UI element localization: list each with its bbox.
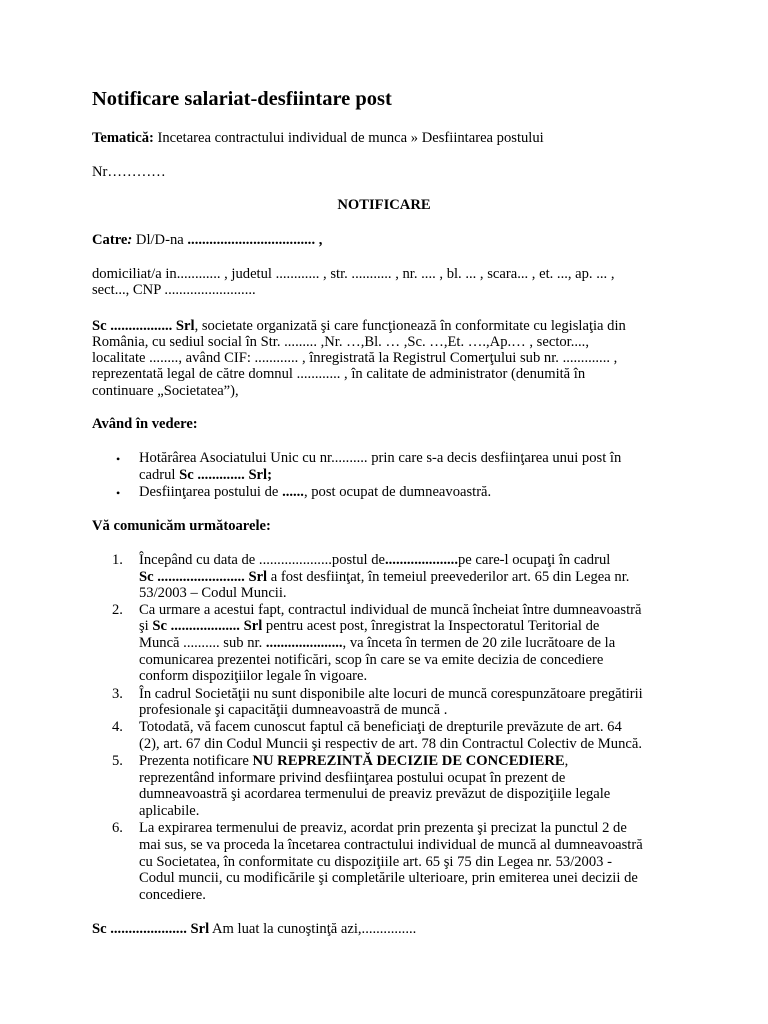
company-name-blank: Sc ................. Srl bbox=[92, 318, 195, 334]
company-line-1 bbox=[92, 318, 626, 334]
item-5-prefix: Prezenta notificare bbox=[139, 753, 253, 769]
item-3-number: 3. bbox=[112, 686, 123, 702]
tematica-text: Incetarea contractului individual de munca » Desfiintarea postului bbox=[153, 130, 544, 146]
item-2-line-2-text: pentru acest post, înregistrat la Inspectoratul Teritorial de bbox=[262, 618, 600, 634]
recipient-title: Dl/D-na bbox=[132, 232, 188, 248]
item-2-line-5: conform dispoziţiilor legale în vigoare. bbox=[139, 668, 368, 684]
bullet-2-prefix: Desfiinţarea postului de bbox=[139, 484, 283, 500]
item-4-line-1: Totodată, vă facem cunoscut faptul că beneficiaţi de drepturile prevăzute de art. 64 bbox=[139, 719, 622, 735]
bullet-1-line-2 bbox=[139, 467, 272, 483]
document-number: Nr………… bbox=[92, 164, 166, 180]
item-5-comma: , bbox=[564, 753, 569, 769]
item-1-line-2-text: a fost desfiinţat, în temeiul preevederilor art. 65 din Legea nr. bbox=[267, 569, 630, 585]
item-6-line-4: Codul muncii, cu modificările şi completările ulterioare, prin emiterea unei decizii de bbox=[139, 870, 638, 886]
acknowledgement-company-blank: Sc ..................... Srl bbox=[92, 921, 210, 937]
bullet-1-company-blank: Sc ............. Srl; bbox=[179, 467, 272, 483]
domicile-line-2: sect..., CNP ......................... bbox=[92, 282, 256, 298]
domicile-line-1: domiciliat/a in............ , judetul ............ , str. ........... , nr. .... , bl. ... , scara... , et. ..., ap. ... , bbox=[92, 266, 615, 282]
bullet-1-dot: • bbox=[116, 452, 121, 466]
item-2-line-3 bbox=[139, 635, 615, 651]
bullet-2-post-blank: ...... bbox=[282, 484, 304, 500]
item-5-line-4: aplicabile. bbox=[139, 803, 200, 819]
item-1-line-3: 53/2003 – Codul Muncii. bbox=[139, 585, 287, 601]
bullet-2-suffix: , post ocupat de dumneavoastră. bbox=[303, 484, 492, 500]
document-title: Notificare salariat-desfiintare post bbox=[92, 88, 392, 110]
item-4-number: 4. bbox=[112, 719, 123, 735]
item-2-line-4: comunicarea prezentei notificări, scop în care se va emite decizia de concediere bbox=[139, 652, 604, 668]
item-2-number-blank: ..................... bbox=[265, 635, 343, 651]
item-3-line-1: În cadrul Societăţii nu sunt disponibile alte locuri de muncă corespunzătoare pregătirii bbox=[139, 686, 643, 702]
item-1-company-blank: Sc ........................ Srl bbox=[139, 569, 268, 585]
item-1-post-blank: .................... bbox=[385, 552, 458, 568]
item-1-line-1 bbox=[139, 552, 610, 568]
acknowledgement-line bbox=[92, 921, 416, 937]
item-5-line-3: dumneavoastră şi acordarea termenului de preaviz prevăzut de dispoziţiile legale bbox=[139, 786, 611, 802]
item-5-number: 5. bbox=[112, 753, 123, 769]
item-2-company-blank: Sc ................... Srl bbox=[152, 618, 263, 634]
item-3-line-2: profesionale şi capacităţii dumneavoastră de muncă . bbox=[139, 702, 448, 718]
bullet-2-line bbox=[139, 484, 491, 500]
item-1-number: 1. bbox=[112, 552, 123, 568]
item-6-line-2: mai sus, se va proceda la încetarea contractului individual de muncă al dumneavoastră bbox=[139, 837, 643, 853]
item-2-number: 2. bbox=[112, 602, 123, 618]
tematica-line bbox=[92, 130, 544, 146]
item-6-line-1: La expirarea termenului de preaviz, acordat prin prezenta şi precizat la punctul 2 de bbox=[139, 820, 627, 836]
item-6-number: 6. bbox=[112, 820, 123, 836]
recipient-name-blank: ................................... , bbox=[187, 232, 323, 248]
item-6-line-5: concediere. bbox=[139, 887, 206, 903]
item-5-line-1 bbox=[139, 753, 568, 769]
company-line-5: continuare „Societatea”), bbox=[92, 383, 239, 399]
item-1-line-2 bbox=[139, 569, 629, 585]
recipient-label: Catre bbox=[92, 232, 128, 248]
item-2-line-3-text: , va înceta în termen de 20 zile lucrătoare de la bbox=[342, 635, 616, 651]
item-1-text-c: pe care-l ocupaţi în cadrul bbox=[457, 552, 611, 568]
recipient-line bbox=[92, 232, 322, 248]
item-6-line-3: cu Societatea, în conformitate cu dispoziţiile art. 65 şi 75 din Legea nr. 53/2003 - bbox=[139, 854, 612, 870]
item-2-line-2 bbox=[139, 618, 599, 634]
bullet-1-line-1: Hotărârea Asociatului Unic cu nr.......... prin care s-a decis desfiinţarea unui post în bbox=[139, 450, 622, 466]
item-5-emphasis: NU REPREZINTĂ DECIZIE DE CONCEDIERE bbox=[252, 753, 565, 769]
item-1-text-a: Începând cu data de ....................postul de bbox=[139, 552, 385, 568]
item-5-line-2: reprezentând informare privind desfiinţarea postului ocupat în prezent de bbox=[139, 770, 566, 786]
bullet-2-dot: • bbox=[116, 486, 121, 500]
considering-heading: Având în vedere: bbox=[92, 416, 198, 432]
item-2-line-3-prefix: Muncă .......... sub nr. bbox=[139, 635, 266, 651]
notification-heading: NOTIFICARE bbox=[337, 197, 431, 213]
company-line-4: reprezentată legal de către domnul ............ , în calitate de administrator (denumită în bbox=[92, 366, 586, 382]
company-line-3: localitate ........, având CIF: ............ , înregistrată la Registrul Comerţului sub nr. ............. , bbox=[92, 350, 618, 366]
recipient-colon: : bbox=[127, 232, 133, 248]
tematica-label: Tematică: bbox=[92, 130, 154, 146]
item-4-line-2: (2), art. 67 din Codul Muncii şi respectiv de art. 78 din Contractul Colectiv de Muncă. bbox=[139, 736, 642, 752]
acknowledgement-text: Am luat la cunoştinţă azi,............... bbox=[209, 921, 417, 937]
bullet-1-prefix: cadrul bbox=[139, 467, 180, 483]
company-line-1-text: , societate organizată şi care funcţionează în conformitate cu legislaţia din bbox=[194, 318, 626, 334]
item-2-line-1: Ca urmare a acestui fapt, contractul individual de muncă încheiat între dumneavoastră bbox=[139, 602, 642, 618]
item-2-prefix: şi bbox=[139, 618, 153, 634]
communication-heading: Vă comunicăm următoarele: bbox=[92, 518, 271, 534]
company-line-2: România, cu sediul social în Str. ......... ,Nr. …,Bl. … ,Sc. …,Et. ….,Ap.… , sector...., bbox=[92, 334, 589, 350]
